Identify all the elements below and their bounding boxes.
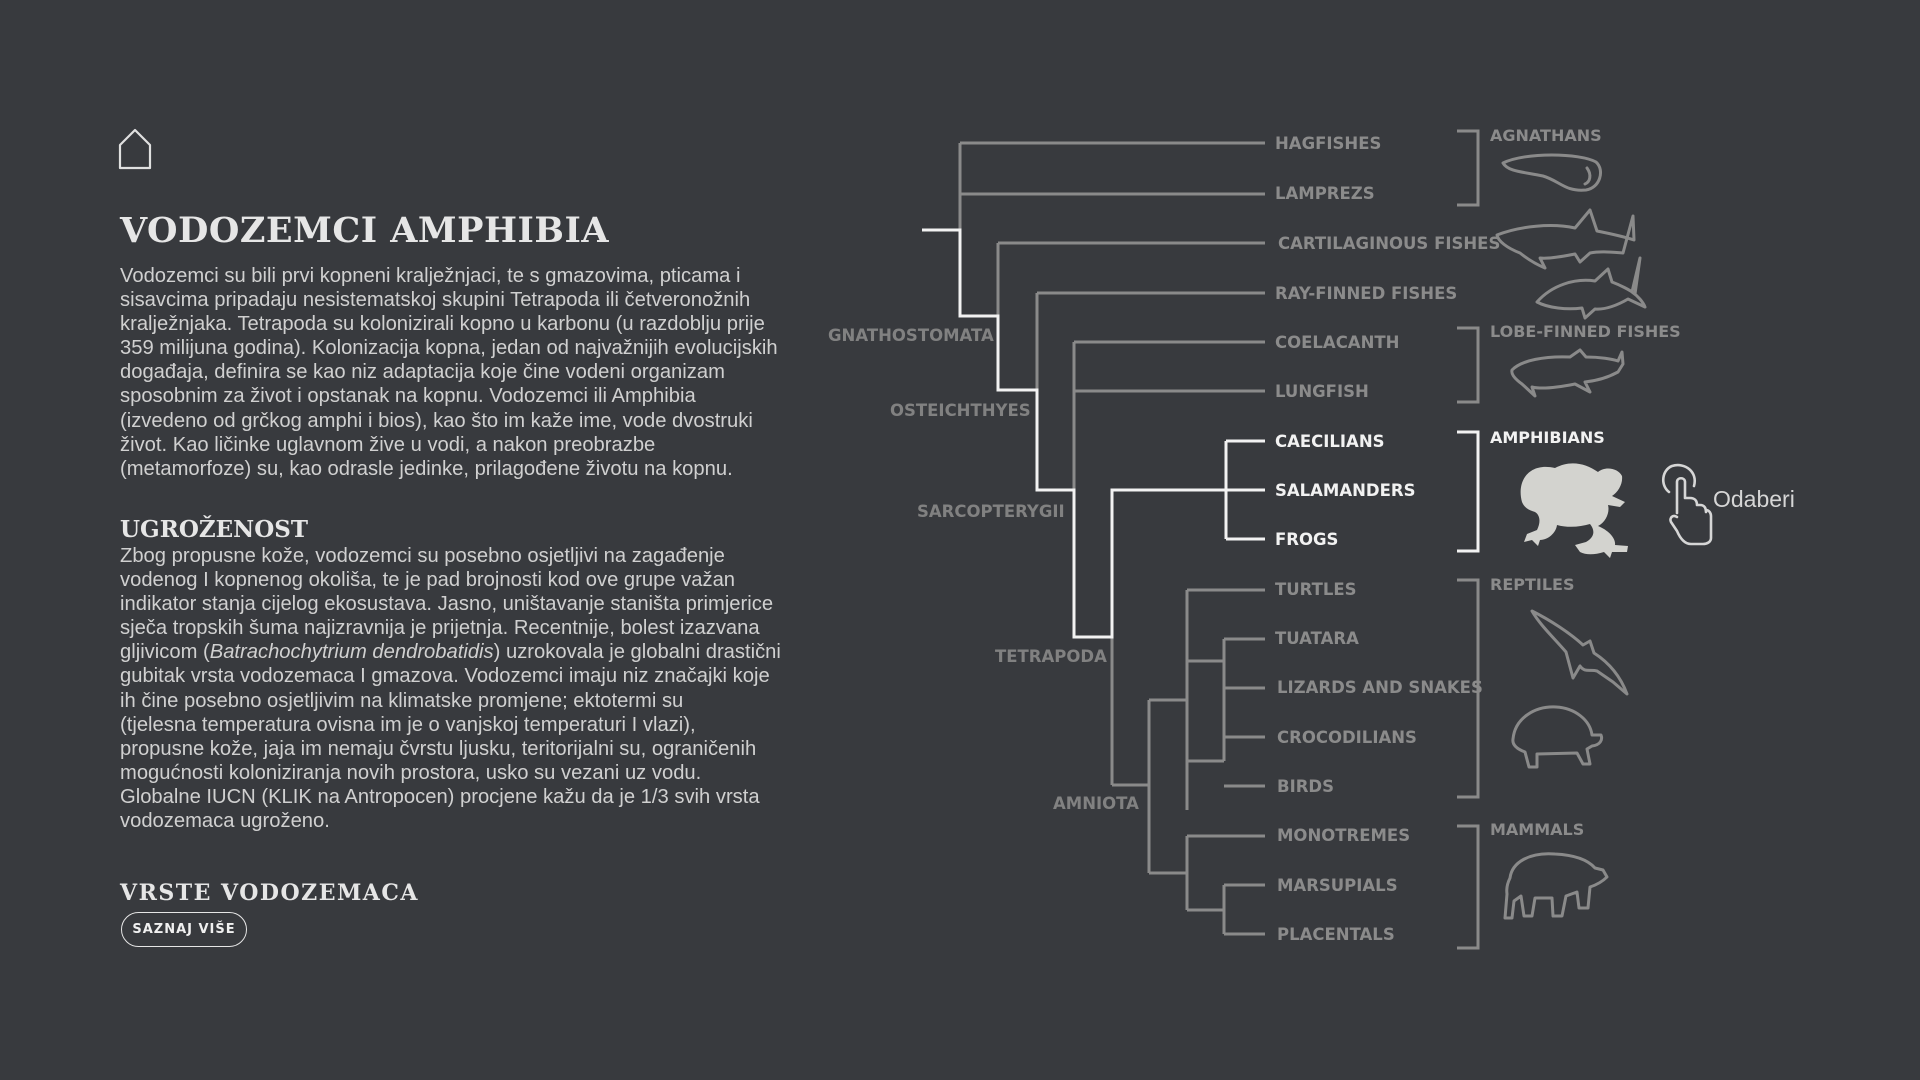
- tree-highlight-path: [922, 230, 1265, 637]
- taxon-label: BIRDS: [1277, 777, 1335, 796]
- taxon-label: COELACANTH: [1275, 333, 1400, 352]
- species-heading: VRSTE VODOZEMACA: [120, 880, 419, 906]
- select-prompt[interactable]: [1663, 465, 1795, 544]
- taxon-label: CROCODILIANS: [1277, 728, 1417, 747]
- taxon-label: MARSUPIALS: [1277, 876, 1398, 895]
- ray-finned-fish-icon: [1537, 258, 1645, 318]
- taxon-label: TURTLES: [1275, 580, 1357, 599]
- taxon-label: LAMPREZS: [1275, 184, 1375, 203]
- select-label: Odaberi: [1713, 486, 1795, 512]
- clade-label-tetrapoda: TETRAPODA: [995, 647, 1107, 666]
- page-title: VODOZEMCI AMPHIBIA: [120, 210, 610, 251]
- taxon-label: MONOTREMES: [1277, 826, 1411, 845]
- taxon-label: LUNGFISH: [1275, 382, 1369, 401]
- frog-icon: [1521, 463, 1628, 558]
- taxon-label: CAECILIANS: [1275, 432, 1385, 451]
- bear-icon: [1505, 854, 1607, 918]
- clade-label-sarcopterygii: SARCOPTERYGII: [917, 502, 1065, 521]
- learn-more-button[interactable]: SAZNAJ VIŠE: [121, 912, 247, 947]
- taxon-label: LIZARDS AND SNAKES: [1277, 678, 1483, 697]
- species-name: Batrachochytrium dendrobatidis: [209, 641, 494, 664]
- hagfish-icon: [1503, 155, 1601, 190]
- turtle-icon: [1513, 707, 1602, 767]
- taxon-label: FROGS: [1275, 530, 1339, 549]
- taxon-label: PLACENTALS: [1277, 925, 1395, 944]
- coelacanth-icon: [1512, 350, 1623, 396]
- tap-gesture-icon: [1663, 465, 1711, 544]
- clade-label-osteichthyes: OSTEICHTHYES: [890, 401, 1031, 420]
- bird-icon: [1532, 611, 1627, 694]
- threat-heading: UGROŽENOST: [120, 516, 308, 543]
- group-label-agnathans: AGNATHANS: [1490, 126, 1602, 145]
- group-label-mammals: MAMMALS: [1490, 820, 1585, 839]
- taxon-label: TUATARA: [1275, 629, 1359, 648]
- taxon-label: CARTILAGINOUS FISHES: [1278, 234, 1501, 253]
- intro-paragraph: Vodozemci su bili prvi kopneni kralježnjaci, te s gmazovima, pticama i sisavcima pripadaju nesistematskoj skupini Tetrapoda ili četveronožnih kralježnjaka. Tetrapoda su kolonizirali kopno u karbonu (u razdoblju prije 359 milijuna godina). Kolonizacija kopna, jedan od najvažnijih evolucijskih događaja, definira se kao niz adaptacija koje čine vodeni organizam sposobnim za život i opstanak na kopnu. Vodozemci ili Amphibia (izvedeno od grčkog amphi i bios), kao što im kaže ime, vode dvostruki život. Kao ličinke uglavnom žive u vodi, a nakon preobrazbe (metamorfoze) su, kao odrasle jedinke, prilagođene životu na kopnu.: [120, 265, 778, 480]
- clade-labels: [828, 326, 1139, 813]
- group-label-lobe-finned: LOBE-FINNED FISHES: [1490, 322, 1681, 341]
- taxon-label: RAY-FINNED FISHES: [1275, 284, 1458, 303]
- group-label-reptiles: REPTILES: [1490, 575, 1575, 594]
- group-label-amphibians[interactable]: AMPHIBIANS: [1490, 428, 1605, 447]
- taxon-labels: [1275, 134, 1500, 944]
- threat-paragraph: Zbog propusne kože, vodozemci su posebno osjetljivi na zagađenje vodenog I kopnenog okoliša, te je pad brojnosti kod ove grupe važan indikator stanja cijelog ekosustava. Jasno, uništavanje staništa primjerice sječa tropskih šuma najizravnija je prijetnja. Recentnije, bolest izazvana gljivicom (Batrachochytrium dendrobatidis) uzrokovala je globalni drastični gubitak vrsta vodozemaca I gmazova. Vodozemci imaju niz značajki koje ih čine posebno osjetljivim na klimatske promjene; ektotermi su (tjelesna temperatura ovisna im je o vanjskoj temperaturi I vlazi), propusne kože, jaja im nemaju čvrstu ljusku, teritorijalni su, ograničenih mogućnosti koloniziranja novih prostora, usko su vezani uz vodu. Globalne IUCN (KLIK na Antropocen) procjene kažu da je 1/3 svih vrsta vodozemaca ugroženo.: [120, 545, 781, 833]
- clade-label-amniota: AMNIOTA: [1053, 794, 1139, 813]
- group-brackets: [1457, 131, 1478, 948]
- taxon-label: SALAMANDERS: [1275, 481, 1416, 500]
- taxon-label: HAGFISHES: [1275, 134, 1382, 153]
- shark-icon: [1497, 210, 1634, 268]
- clade-label-gnathostomata: GNATHOSTOMATA: [828, 326, 994, 345]
